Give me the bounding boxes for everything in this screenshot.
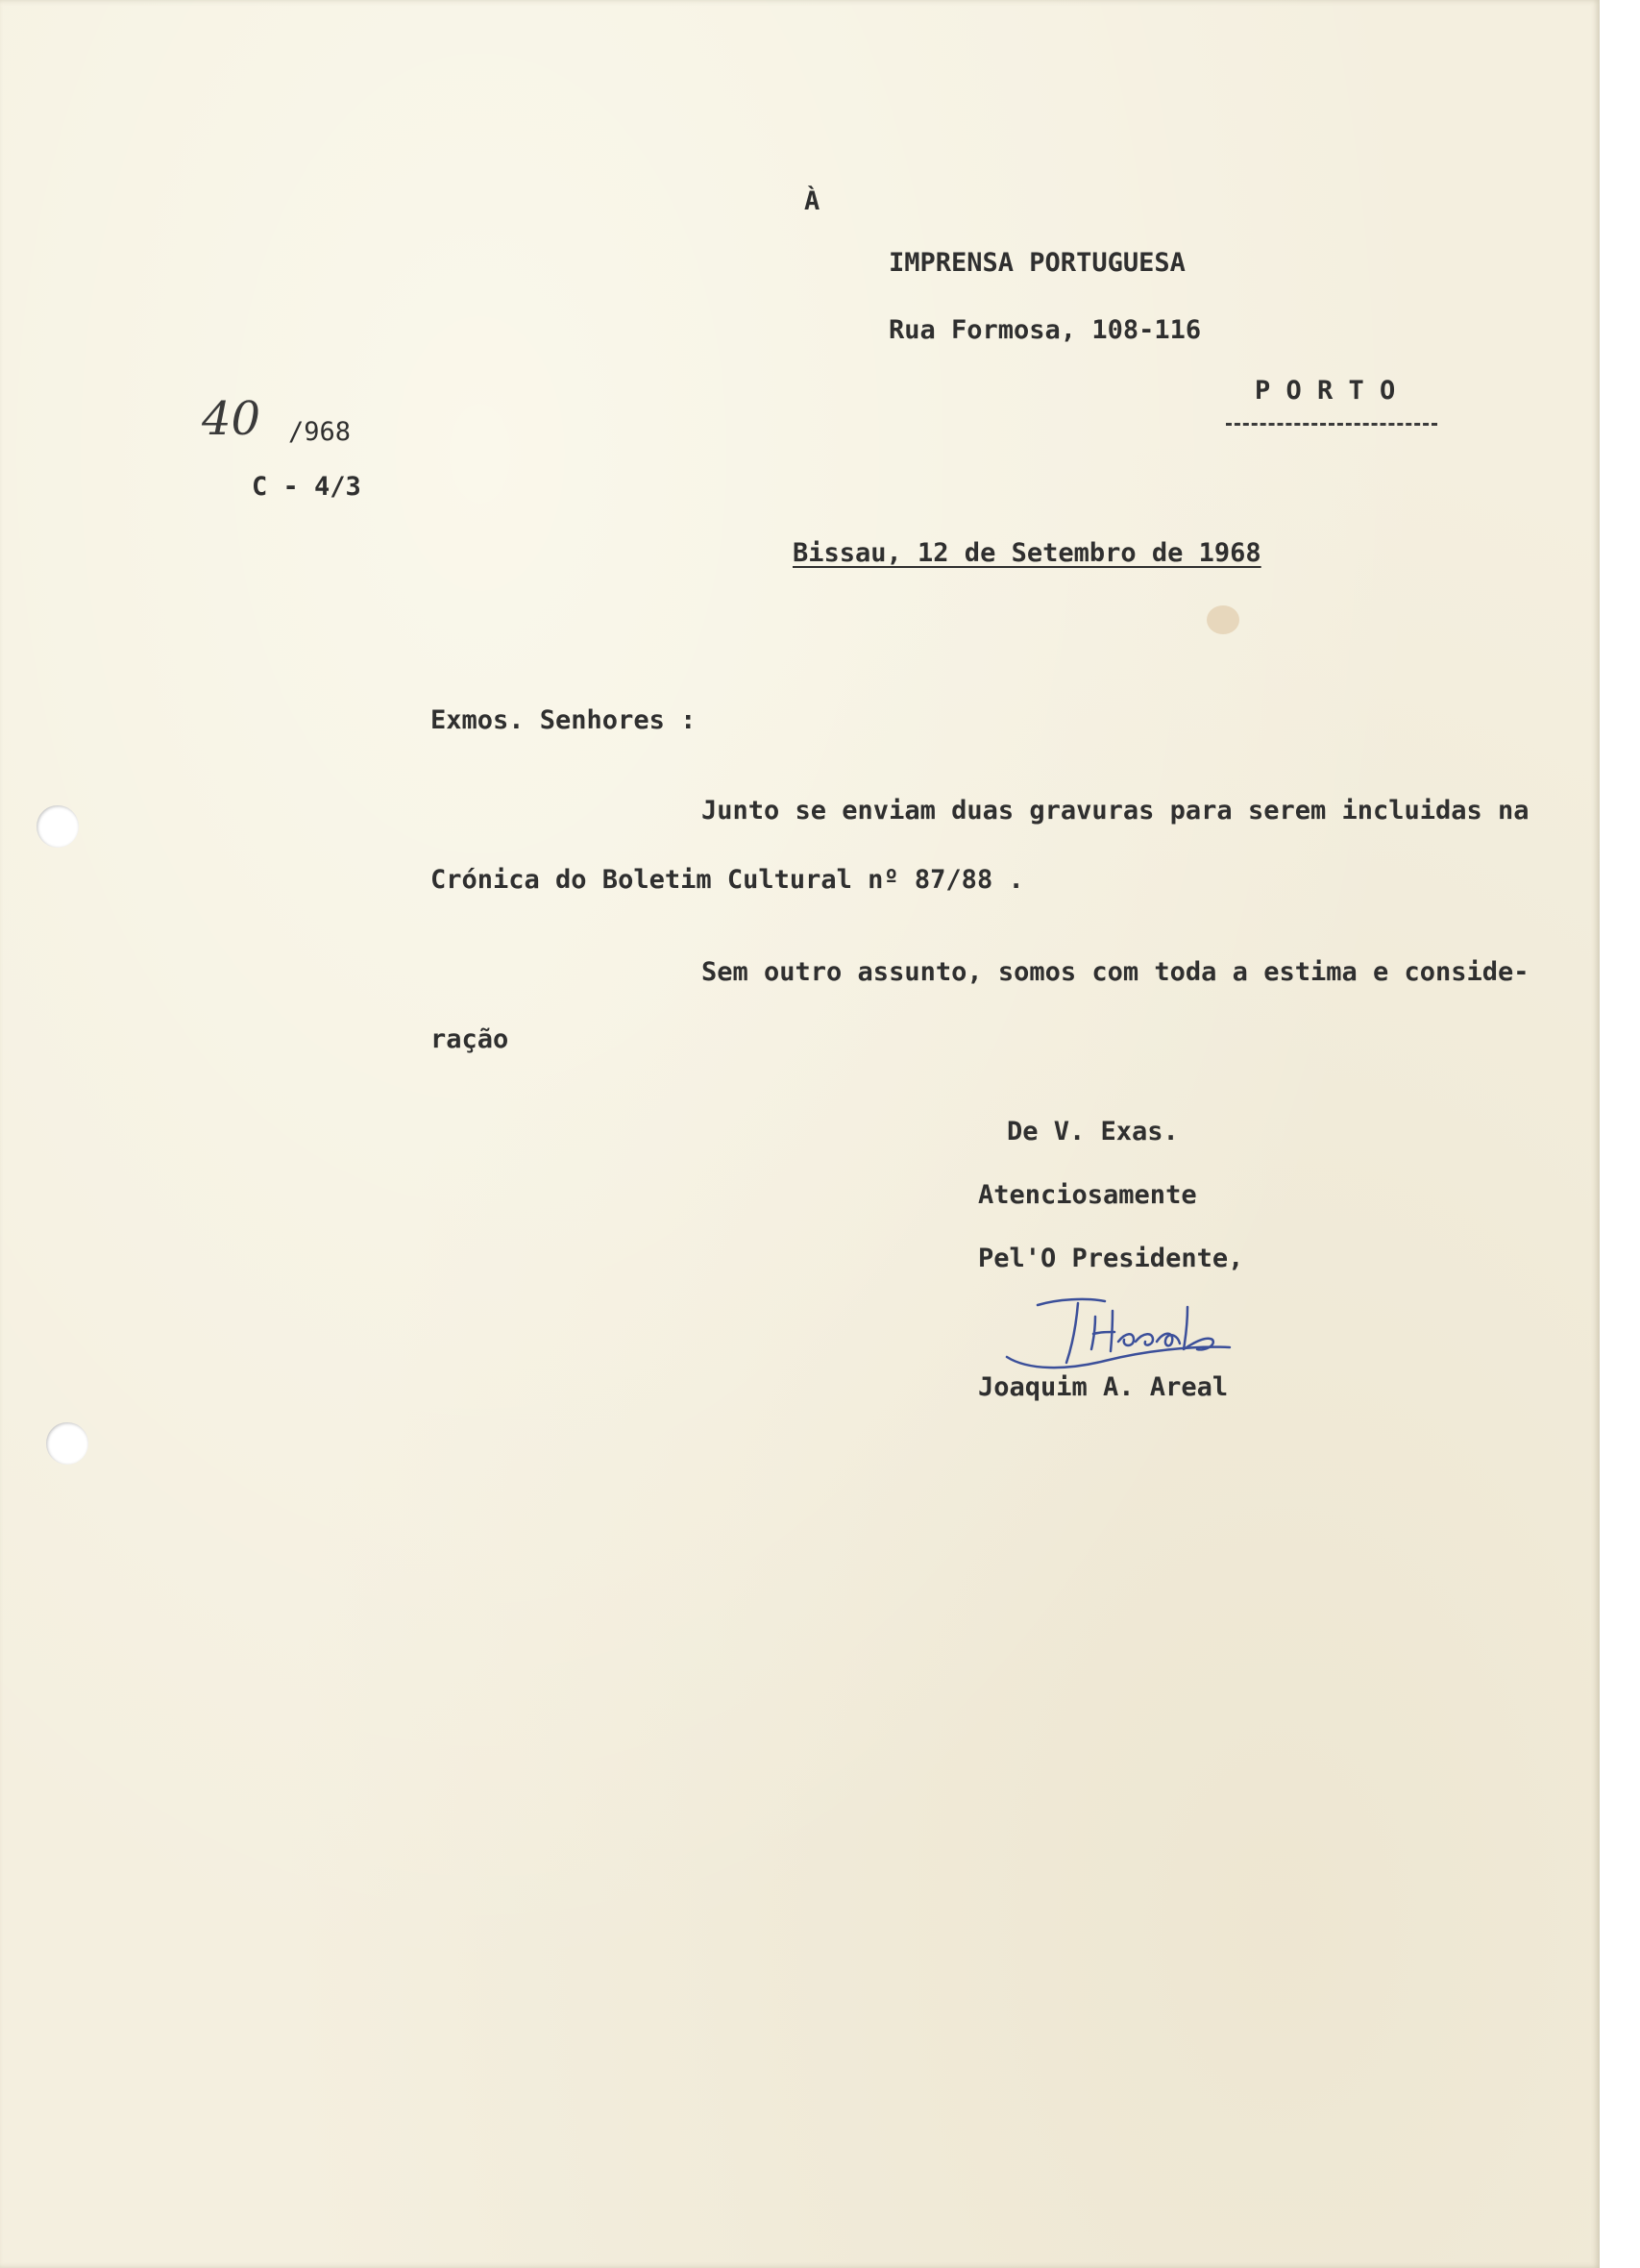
- date-line: Bissau, 12 de Setembro de 1968: [793, 538, 1261, 568]
- body-paragraph-1-line-2: Crónica do Boletim Cultural nº 87/88 .: [430, 865, 1024, 895]
- closing-line-1: De V. Exas.: [1007, 1117, 1179, 1146]
- closing-line-3: Pel'O Presidente,: [978, 1244, 1244, 1273]
- paper-stain: [1207, 605, 1239, 634]
- signature-image: [999, 1288, 1249, 1374]
- reference-year: /968: [288, 417, 352, 447]
- body-paragraph-2-line-1: Sem outro assunto, somos com toda a estima e conside-: [701, 957, 1530, 987]
- reference-number-handwritten: 40: [202, 392, 261, 446]
- scan-margin: [1600, 0, 1640, 2268]
- recipient-prefix: À: [804, 186, 820, 216]
- city-underline: [1226, 423, 1437, 426]
- closing-line-2: Atenciosamente: [978, 1180, 1197, 1210]
- recipient-name: IMPRENSA PORTUGUESA: [889, 248, 1186, 278]
- punch-hole-top: [37, 805, 79, 848]
- reference-code: C - 4/3: [252, 472, 361, 502]
- recipient-city: P O R T O: [1255, 376, 1396, 406]
- punch-hole-bottom: [46, 1422, 88, 1465]
- greeting: Exmos. Senhores :: [430, 705, 697, 735]
- body-paragraph-1-line-1: Junto se enviam duas gravuras para serem incluidas na: [701, 796, 1530, 826]
- recipient-street: Rua Formosa, 108-116: [889, 315, 1202, 345]
- signature-name: Joaquim A. Areal: [978, 1372, 1229, 1402]
- body-paragraph-2-line-2: ração: [430, 1024, 509, 1054]
